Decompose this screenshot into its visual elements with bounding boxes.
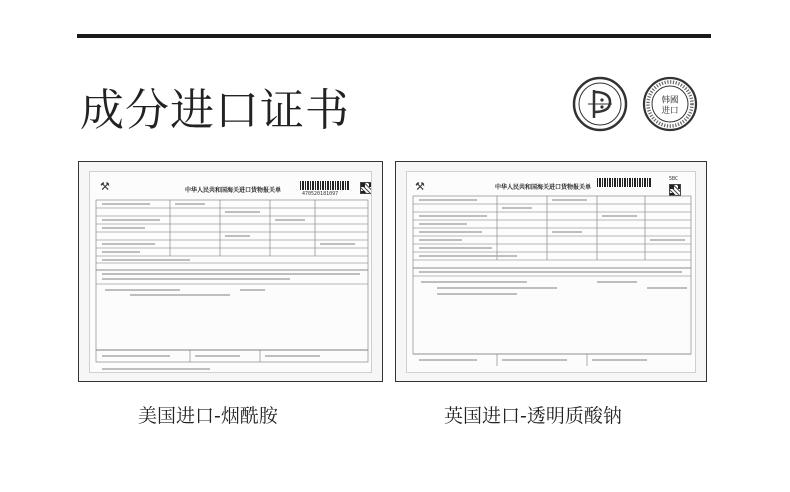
form-title: 中华人民共和国海关进口货物报关单 (185, 187, 282, 194)
document-card-sodium-hyaluronate[interactable] (395, 161, 707, 382)
customs-declaration-scan (89, 171, 372, 373)
form-grid-lines (90, 172, 372, 373)
sgs-style-circular-mark-icon (572, 76, 628, 132)
form-number: 5BC (669, 176, 679, 182)
page-title: 成分进口证书 (80, 85, 350, 136)
svg-text:进口: 进口 (661, 106, 679, 116)
document-card-nicotinamide[interactable] (78, 161, 383, 382)
customs-emblem-icon: ⚒ (415, 180, 425, 193)
document-caption: 英国进口-透明质酸钠 (444, 405, 622, 427)
form-title: 中华人民共和国海关进口货物报关单 (495, 184, 592, 191)
customs-declaration-scan (406, 171, 696, 373)
form-grid-lines (407, 172, 696, 373)
document-caption: 美国进口-烟酰胺 (138, 405, 278, 427)
top-divider (77, 34, 711, 38)
customs-emblem-icon: ⚒ (100, 180, 110, 193)
svg-text:韩國: 韩國 (661, 95, 679, 106)
korea-import-seal-icon (642, 76, 698, 132)
form-number: 470520181097 (302, 191, 339, 197)
